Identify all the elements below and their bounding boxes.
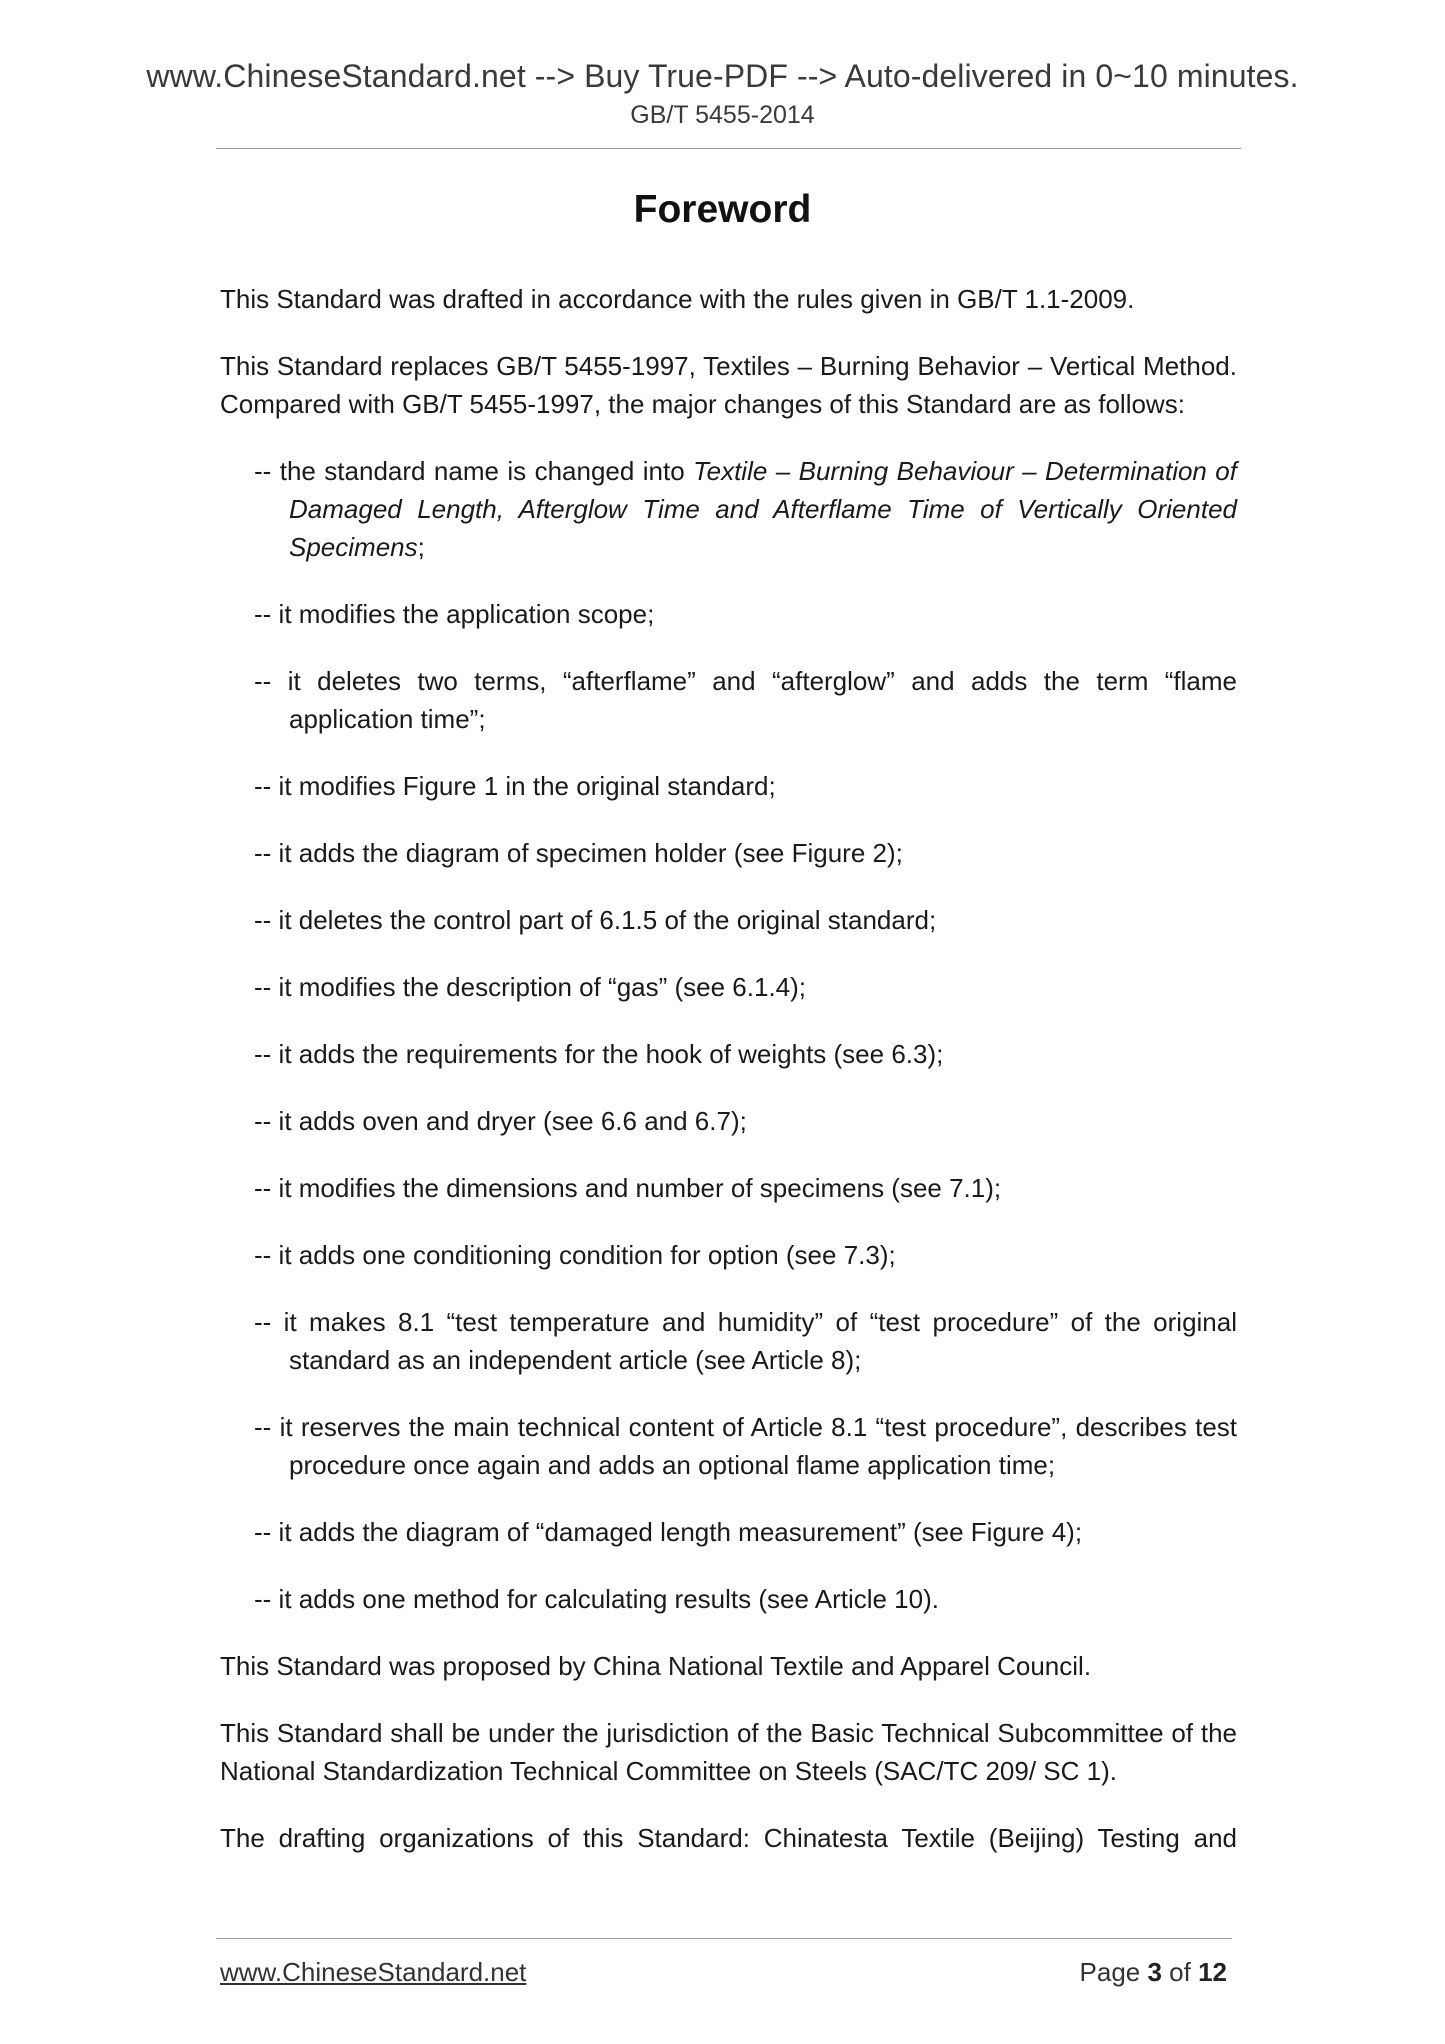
list-item: -- it adds oven and dryer (see 6.6 and 6.7); <box>254 1106 747 1136</box>
page-current: 3 <box>1147 1957 1162 1987</box>
list-item: -- it deletes the control part of 6.1.5 of the original standard; <box>254 905 937 935</box>
list-item: -- it adds the diagram of specimen holder (see Figure 2); <box>254 838 903 868</box>
list-item: -- it adds the requirements for the hook of weights (see 6.3); <box>254 1039 944 1069</box>
list-item <box>254 452 1237 566</box>
paragraph-replaces: This Standard replaces GB/T 5455-1997, Textiles – Burning Behavior – Vertical Method. Compared with GB/T 5455-1997, the major changes of this Standard are as follows: <box>220 351 1237 419</box>
paragraph-drafting-organizations: The drafting organizations of this Standard: Chinatesta Textile (Beijing) Testing and <box>220 1823 1237 1853</box>
footer-divider <box>216 1938 1232 1939</box>
page-of: of <box>1161 1957 1199 1987</box>
document-body <box>220 280 1237 1857</box>
footer-site-link[interactable]: www.ChineseStandard.net <box>220 1957 527 1987</box>
changes-list <box>220 452 1237 1618</box>
list-item: -- it adds one method for calculating results (see Article 10). <box>254 1584 939 1614</box>
page-label: Page <box>1079 1957 1148 1987</box>
list-item-prefix: -- the standard name is changed into <box>254 456 694 486</box>
list-item: -- it reserves the main technical content of Article 8.1 “test procedure”, describes test procedure once again and adds an optional flame application time; <box>254 1412 1237 1480</box>
page-total: 12 <box>1198 1957 1227 1987</box>
page-title: Foreword <box>633 188 812 231</box>
list-item-suffix: ; <box>417 532 425 562</box>
standard-name-italic: Textile – Burning Behaviour – Determination of Damaged Length, Afterglow Time and Afterflame Time of Vertically Oriented Specimens <box>289 456 1237 562</box>
paragraph-proposed-by: This Standard was proposed by China National Textile and Apparel Council. <box>220 1651 1092 1681</box>
list-item: -- it modifies Figure 1 in the original standard; <box>254 771 776 801</box>
list-item: -- it deletes two terms, “afterflame” and “afterglow” and adds the term “flame application time”; <box>254 666 1237 734</box>
list-item: -- it adds the diagram of “damaged length measurement” (see Figure 4); <box>254 1517 1083 1547</box>
list-item: -- it adds one conditioning condition for option (see 7.3); <box>254 1240 896 1270</box>
list-item: -- it modifies the application scope; <box>254 599 655 629</box>
document-number: GB/T 5455-2014 <box>630 101 815 129</box>
site-banner: www.ChineseStandard.net --> Buy True-PDF --> Auto-delivered in 0~10 minutes. <box>146 58 1299 94</box>
list-item: -- it modifies the description of “gas” (see 6.1.4); <box>254 972 807 1002</box>
list-item: -- it makes 8.1 “test temperature and humidity” of “test procedure” of the original standard as an independent article (see Article 8); <box>254 1307 1237 1375</box>
list-item: -- it modifies the dimensions and number of specimens (see 7.1); <box>254 1173 1002 1203</box>
paragraph-jurisdiction: This Standard shall be under the jurisdiction of the Basic Technical Subcommittee of the National Standardization Technical Committee on Steels (SAC/TC 209/ SC 1). <box>220 1718 1237 1786</box>
paragraph-drafting-rules: This Standard was drafted in accordance with the rules given in GB/T 1.1-2009. <box>220 284 1135 314</box>
header-divider <box>216 148 1241 149</box>
page-indicator <box>1080 1957 1227 1988</box>
